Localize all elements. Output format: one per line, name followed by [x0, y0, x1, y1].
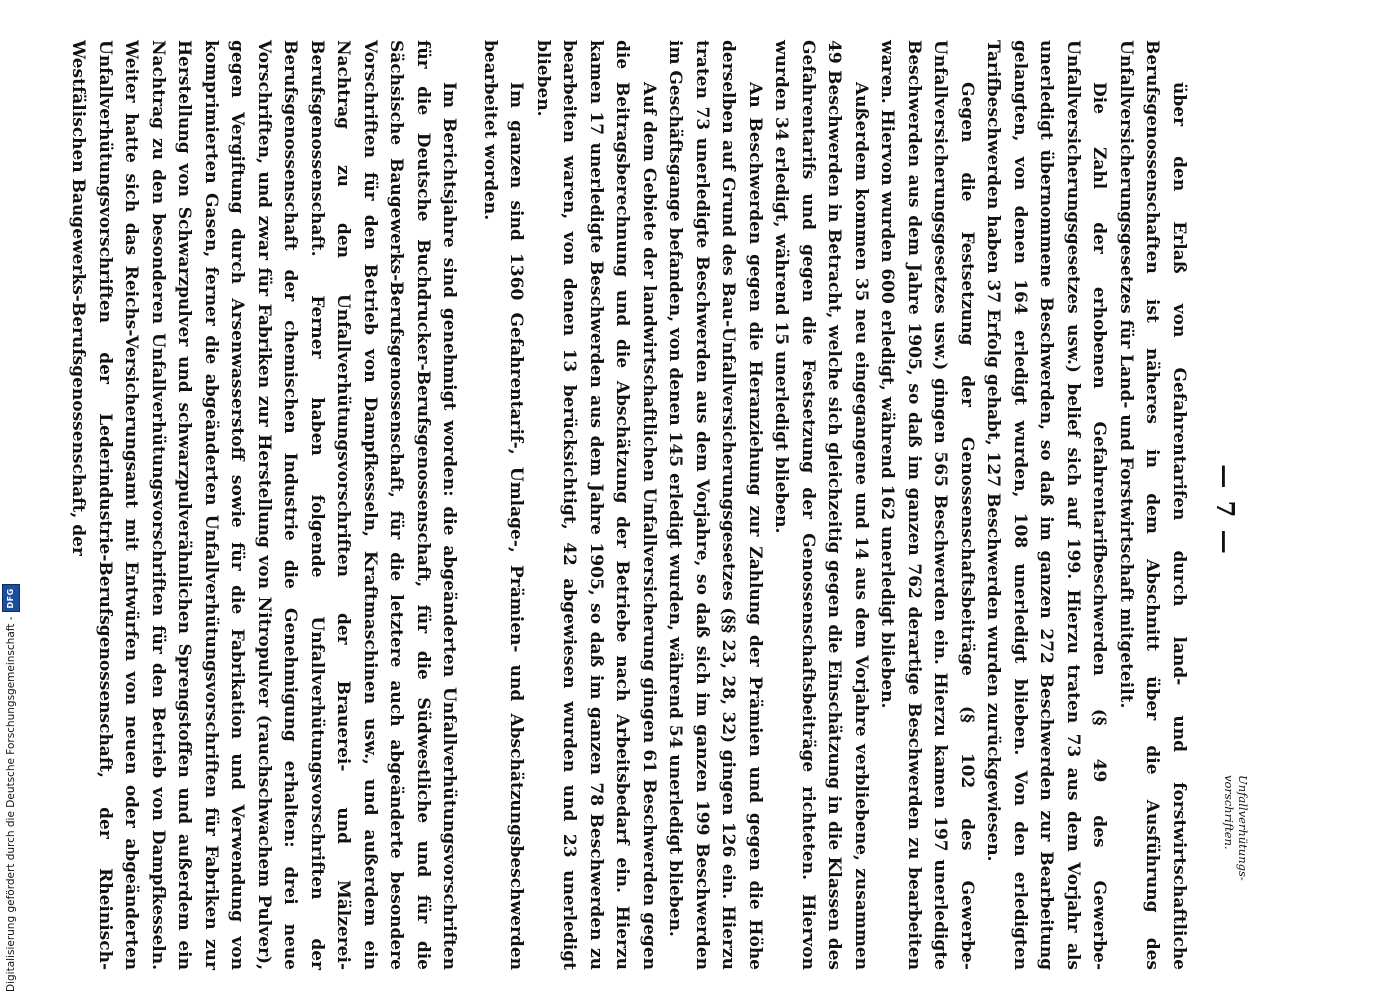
paragraph: Im Berichtsjahre sind genehmigt worden: die abgeänderten Unfallverhütungsvorschriften für die Deutsche Buchdrucker-Berufsgenossenschaft, für die Südwestliche und für die Sächsische Baugewerks-Berufsgenossenschaft, für die letztere auch abgeänderte besondere Vorschriften für den Betrieb von Dampfkesseln, Kraftmaschinen usw., und außerdem ein Nachtrag zu den Unfallverhütungsvorschriften der Brauerei- und Mälzerei-Berufsgenossenschaft. Ferner haben folgende Unfallverhütungsvorschriften der Berufsgenossenschaft der chemischen Industrie die Genehmigung erhalten: drei neue Vorschriften, und zwar für Fabriken zur Herstellung von Nitropulver (rauchschwachem Pulver), gegen Vergiftung durch Arsenwasserstoff sowie für die Fabrikation und Verwendung von komprimierten Gasen, ferner die abgeänderten Unfallverhütungsvorschriften für Fabriken zur Herstellung von Schwarzpulver und schwarzpulverähnlichen Sprengstoffen und außerdem ein Nachtrag zu den besonderen Unfallverhütungsvorschriften für den Betrieb von Dampfkesseln. Weiter hatte sich das Reichs-Versicherungsamt mit Entwürfen von neuen oder abgeänderten Unfallverhütungsvorschriften der Lederindustrie-Berufsgenossenschaft, der Rheinisch-Westfälischen Baugewerks-Berufsgenossenschaft, der — [68, 40, 460, 970]
body-text — [65, 40, 1192, 970]
dfg-logo-icon: DFG — [2, 584, 20, 612]
paragraph: Im ganzen sind 1360 Gefahrentarif-, Umlage-, Prämien- und Abschätzungsbeschwerden bearbeitet worden. — [480, 40, 527, 970]
document-page — [68, 40, 1250, 980]
credit-text: Digitalisierung gefördert durch die Deutsche Forschungsgemeinschaft - — [5, 616, 17, 992]
paragraph: An Beschwerden gegen die Heranziehung zur Zahlung der Prämien und gegen die Höhe derselben auf Grund des Bau-Unfallversicherungsgesetzes (§§ 23, 28, 32) gingen 126 ein. Hierzu traten 73 unerledigte Beschwerden aus dem Vorjahre, so daß sich im ganzen 199 Beschwerden im Geschäftsgange befanden, von denen 145 erledigt wurden, während 54 unerledigt blieben. — [665, 40, 765, 970]
page-number: — 7 — — [1211, 464, 1240, 556]
paragraph: Gegen die Festsetzung der Genossenschaftsbeiträge (§ 102 des Gewerbe-Unfallversicherungsgesetzes usw.) gingen 565 Beschwerden ein. Hierzu kamen 197 unerledigte Beschwerden aus dem Jahre 1905, so daß im ganzen 762 derartige Beschwerden zu bearbeiten waren. Hiervon wurden 600 erledigt, während 162 unerledigt blieben. — [877, 40, 977, 970]
paragraph: über den Erlaß von Gefahrentarifen durch land- und forstwirtschaftliche Berufsgenossenschaften ist näheres in dem Abschnitt über die Ausführung des Unfallversicherungsgesetzes für Land- und Forstwirtschaft mitgeteilt. — [1116, 40, 1189, 970]
paragraph: Auf dem Gebiete der landwirtschaftlichen Unfallversicherung gingen 61 Beschwerden gegen die Beitragsberechnung und die Abschätzung der Betriebe nach Arbeitsbedarf ein. Hierzu kamen 17 unerledigte Beschwerden aus dem Jahre 1905, so daß im ganzen 78 Beschwerden zu bearbeiten waren, von denen 13 berücksichtigt, 42 abgewiesen wurden und 23 unerledigt blieben. — [533, 40, 659, 970]
paragraph: Außerdem kommen 35 neu eingegangene und 14 aus dem Vorjahre verbliebene, zusammen 49 Beschwerden in Betracht, welche sich gleichzeitig gegen die Einschätzung in die Klassen des Gefahrentarifs und gegen die Festsetzung der Genossenschaftsbeiträge richteten. Hiervon wurden 34 erledigt, während 15 unerledigt blieben. — [771, 40, 871, 970]
digitization-credit — [4, 588, 18, 992]
paragraph: Die Zahl der erhobenen Gefahrentarifbeschwerden (§ 49 des Gewerbe-Unfallversicherungsgesetzes usw.) belief sich auf 199. Hierzu traten 73 aus dem Vorjahr als unerledigt übernommene Beschwerden, so daß im ganzen 272 Beschwerden zur Bearbeitung gelangten, von denen 164 erledigt wurden, 108 unerledigt blieben. Von den erledigten Tarifbeschwerden haben 37 Erfolg gehabt, 127 Beschwerden wurden zurückgewiesen. — [983, 40, 1110, 970]
margin-note: Unfallverhütungsvorschriften. — [1222, 775, 1250, 881]
